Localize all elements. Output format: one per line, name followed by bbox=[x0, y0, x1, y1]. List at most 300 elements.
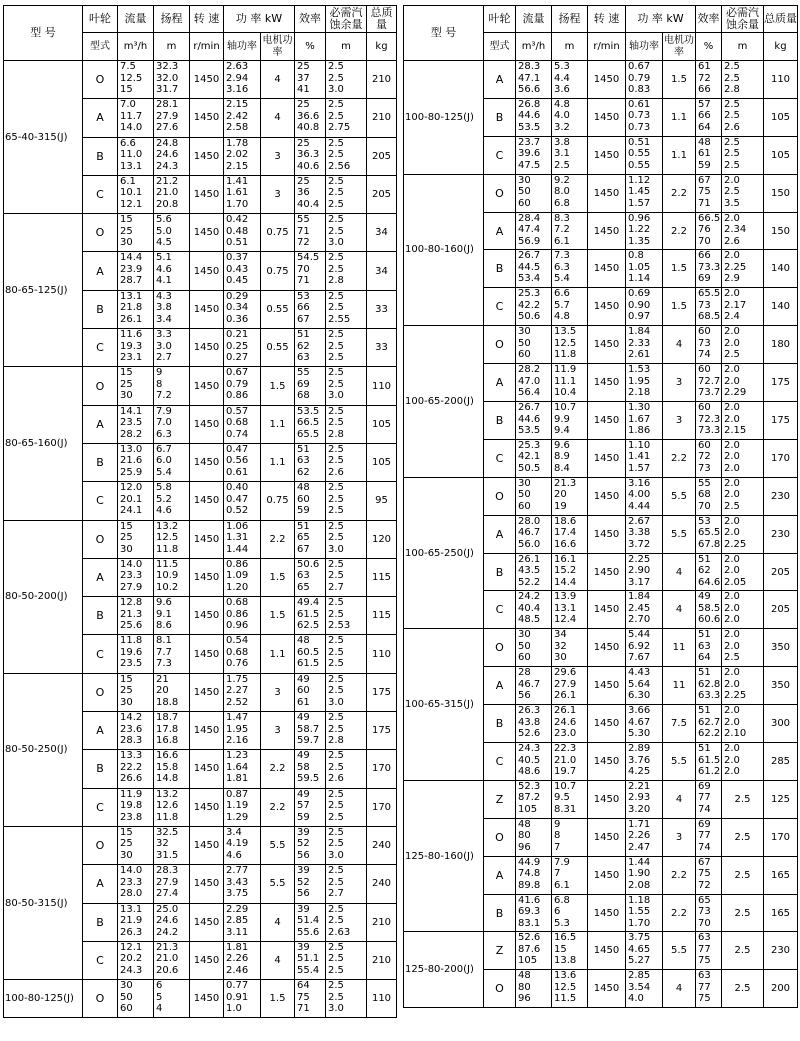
flow-cell-value: 43.5 bbox=[518, 565, 541, 577]
head-cell-value: 13.5 bbox=[554, 326, 577, 338]
efficiency-cell-value: 66 bbox=[297, 302, 310, 314]
npsh-cell-value: 2.5 bbox=[328, 558, 344, 570]
efficiency-cell-value: 71 bbox=[297, 275, 310, 287]
efficiency-cell-value: 50.6 bbox=[297, 558, 320, 570]
head-cell bbox=[154, 252, 190, 290]
npsh-cell-value: 2.0 bbox=[724, 716, 740, 728]
weight-cell: 170 bbox=[367, 788, 397, 826]
head-cell-value: 27.4 bbox=[156, 888, 179, 900]
npsh-cell: 2.5 bbox=[722, 970, 764, 1008]
head-cell bbox=[552, 288, 588, 326]
flow-cell-value: 56.6 bbox=[518, 84, 541, 95]
flow-cell-value: 80 bbox=[518, 830, 531, 842]
head-cell bbox=[552, 212, 588, 250]
impeller-type-cell: B bbox=[484, 705, 516, 743]
npsh-cell-value: 3.0 bbox=[328, 696, 344, 708]
flow-cell-value: 47.4 bbox=[518, 224, 541, 236]
flow-cell-value: 23.7 bbox=[518, 136, 541, 148]
speed-cell: 1450 bbox=[190, 520, 224, 558]
npsh-cell-value: 2.9 bbox=[724, 273, 740, 285]
head-cell-value: 5.4 bbox=[554, 273, 570, 285]
efficiency-cell-value: 74 bbox=[698, 349, 711, 361]
npsh-cell-value: 2.5 bbox=[328, 149, 344, 161]
shaft-power-cell-value: 0.47 bbox=[226, 493, 249, 505]
flow-cell-value: 50 bbox=[518, 186, 531, 198]
model-cell: 100-80-160(J) bbox=[404, 174, 484, 326]
efficiency-cell bbox=[696, 667, 722, 705]
efficiency-cell-value: 52 bbox=[297, 876, 310, 888]
npsh-cell-value: 2.7 bbox=[328, 581, 344, 593]
motor-power-cell: 4 bbox=[663, 780, 696, 818]
model-cell: 125-80-160(J) bbox=[404, 780, 484, 932]
shaft-power-cell-value: 2.42 bbox=[226, 110, 249, 122]
npsh-cell-value: 2.5 bbox=[328, 378, 344, 390]
efficiency-cell-value: 39 bbox=[297, 826, 310, 838]
shaft-power-cell bbox=[224, 980, 261, 1018]
efficiency-cell-value: 67 bbox=[698, 174, 711, 186]
head-cell bbox=[552, 250, 588, 288]
flow-cell-value: 7.0 bbox=[120, 99, 136, 111]
efficiency-cell-value: 70 bbox=[698, 917, 711, 929]
efficiency-cell-value: 73.7 bbox=[698, 387, 721, 399]
flow-cell-value: 11.8 bbox=[120, 635, 143, 647]
efficiency-cell bbox=[295, 175, 326, 213]
npsh-cell-value: 2.5 bbox=[328, 252, 344, 264]
motor-power-cell: 1.5 bbox=[663, 250, 696, 288]
head-cell-value: 19.7 bbox=[554, 766, 577, 778]
efficiency-cell-value: 67 bbox=[297, 313, 310, 325]
flow-cell-value: 25.9 bbox=[120, 466, 143, 478]
speed-cell: 1450 bbox=[588, 818, 626, 856]
weight-cell: 350 bbox=[764, 629, 798, 667]
npsh-cell-value: 2.0 bbox=[724, 413, 740, 425]
head-cell-value: 21.2 bbox=[156, 175, 179, 187]
flow-cell-value: 30 bbox=[120, 390, 133, 402]
shaft-power-cell-value: 0.55 bbox=[628, 148, 651, 160]
efficiency-cell bbox=[295, 443, 326, 481]
weight-cell: 105 bbox=[367, 443, 397, 481]
shaft-power-cell bbox=[626, 250, 663, 288]
shaft-power-cell-value: 1.14 bbox=[628, 273, 651, 285]
head-cell-value: 11.8 bbox=[156, 811, 179, 823]
head-cell-value: 8 bbox=[156, 378, 163, 390]
impeller-type-cell: B bbox=[83, 597, 118, 635]
shaft-power-cell-value: 1.30 bbox=[628, 402, 651, 414]
shaft-power-cell-value: 4.44 bbox=[628, 500, 651, 512]
shaft-power-cell-value: 2.67 bbox=[628, 515, 651, 527]
efficiency-cell-value: 61.5 bbox=[698, 754, 721, 766]
efficiency-cell bbox=[696, 553, 722, 591]
npsh-cell-value: 2.5 bbox=[328, 198, 344, 210]
npsh-cell bbox=[722, 250, 764, 288]
head-cell-value: 6.0 bbox=[156, 455, 172, 467]
flow-cell-value: 52.6 bbox=[518, 728, 541, 740]
efficiency-cell bbox=[696, 250, 722, 288]
head-cell-value: 5.1 bbox=[156, 252, 172, 264]
head-cell-value: 32 bbox=[156, 838, 169, 850]
shaft-power-cell-value: 2.02 bbox=[226, 149, 249, 161]
speed-cell: 1450 bbox=[588, 477, 626, 515]
npsh-cell-value: 2.5 bbox=[328, 658, 344, 670]
shaft-power-cell-value: 1.81 bbox=[226, 773, 249, 785]
efficiency-cell-value: 77 bbox=[698, 792, 711, 804]
header-speed: 转 速 bbox=[190, 6, 224, 33]
flow-cell-value: 24.1 bbox=[120, 505, 143, 517]
efficiency-cell-value: 41 bbox=[297, 84, 310, 95]
shaft-power-cell-value: 1.19 bbox=[226, 800, 249, 812]
head-cell-value: 20 bbox=[554, 489, 567, 501]
head-cell-value: 7.0 bbox=[156, 417, 172, 429]
npsh-cell-value: 2.0 bbox=[724, 614, 740, 626]
npsh-cell-value: 2.10 bbox=[724, 728, 747, 740]
flow-cell bbox=[516, 856, 552, 894]
shaft-power-cell-value: 1.84 bbox=[628, 591, 651, 603]
npsh-cell bbox=[326, 443, 367, 481]
table-row bbox=[4, 367, 397, 405]
efficiency-cell-value: 60 bbox=[698, 364, 711, 376]
head-cell-value: 9 bbox=[554, 818, 561, 830]
impeller-type-cell: O bbox=[83, 826, 118, 864]
flow-cell-value: 44.9 bbox=[518, 856, 541, 868]
shaft-power-cell-value: 1.53 bbox=[628, 364, 651, 376]
shaft-power-cell bbox=[224, 558, 261, 596]
efficiency-cell-value: 59 bbox=[297, 505, 310, 517]
speed-cell: 1450 bbox=[588, 174, 626, 212]
shaft-power-cell-value: 1.78 bbox=[226, 137, 249, 149]
head-cell-value: 16.6 bbox=[554, 538, 577, 550]
flow-cell-value: 28.3 bbox=[518, 61, 541, 72]
impeller-type-cell: B bbox=[484, 553, 516, 591]
table-row bbox=[4, 673, 397, 711]
head-cell-value: 5.8 bbox=[156, 482, 172, 494]
efficiency-cell bbox=[295, 903, 326, 941]
head-cell-value: 8.31 bbox=[554, 803, 577, 815]
efficiency-cell-value: 39 bbox=[297, 865, 310, 877]
efficiency-cell-value: 66.5 bbox=[297, 417, 320, 429]
head-cell-value: 6.7 bbox=[156, 443, 172, 455]
npsh-cell-value: 2.0 bbox=[724, 451, 740, 463]
shaft-power-cell bbox=[224, 99, 261, 137]
impeller-type-cell: A bbox=[83, 99, 118, 137]
shaft-power-cell bbox=[224, 61, 261, 99]
head-cell bbox=[154, 903, 190, 941]
weight-cell: 150 bbox=[764, 212, 798, 250]
motor-power-cell: 2.2 bbox=[261, 788, 295, 826]
head-cell bbox=[154, 788, 190, 826]
flow-cell-value: 50.5 bbox=[518, 462, 541, 474]
flow-cell bbox=[516, 326, 552, 364]
npsh-cell: 2.5 bbox=[722, 932, 764, 970]
motor-power-cell: 11 bbox=[663, 629, 696, 667]
efficiency-cell-value: 69 bbox=[698, 780, 711, 792]
npsh-cell-value: 2.5 bbox=[724, 652, 740, 664]
flow-cell bbox=[516, 212, 552, 250]
motor-power-cell: 5.5 bbox=[261, 865, 295, 903]
head-cell-value: 4.3 bbox=[156, 290, 172, 302]
shaft-power-cell-value: 0.57 bbox=[226, 405, 249, 417]
efficiency-cell-value: 74 bbox=[698, 803, 711, 815]
head-cell-value: 6 bbox=[156, 980, 163, 992]
efficiency-cell-value: 49 bbox=[297, 788, 310, 800]
weight-cell: 120 bbox=[367, 520, 397, 558]
efficiency-cell bbox=[295, 61, 326, 99]
flow-cell-value: 12.5 bbox=[120, 72, 143, 84]
efficiency-cell-value: 60.5 bbox=[297, 646, 320, 658]
impeller-type-cell: A bbox=[83, 865, 118, 903]
head-cell bbox=[552, 818, 588, 856]
motor-power-cell: 1.5 bbox=[261, 980, 295, 1018]
npsh-cell-value: 2.29 bbox=[724, 387, 747, 399]
shaft-power-cell bbox=[224, 865, 261, 903]
head-cell-value: 5.3 bbox=[554, 61, 570, 72]
motor-power-cell: 0.75 bbox=[261, 252, 295, 290]
shaft-power-cell-value: 6.92 bbox=[628, 640, 651, 652]
flow-cell bbox=[118, 826, 154, 864]
efficiency-cell bbox=[295, 214, 326, 252]
flow-cell-value: 26.6 bbox=[120, 773, 143, 785]
weight-cell: 200 bbox=[764, 970, 798, 1008]
npsh-cell: 2.5 bbox=[722, 856, 764, 894]
impeller-type-cell: C bbox=[83, 635, 118, 673]
flow-cell-value: 60 bbox=[518, 500, 531, 512]
table-row bbox=[404, 326, 798, 364]
npsh-cell bbox=[326, 980, 367, 1018]
npsh-cell-value: 2.0 bbox=[724, 640, 740, 652]
weight-cell: 110 bbox=[367, 980, 397, 1018]
efficiency-cell-value: 55.4 bbox=[297, 964, 320, 976]
flow-cell bbox=[118, 443, 154, 481]
head-cell-value: 5.7 bbox=[554, 299, 570, 311]
head-cell-value: 16.1 bbox=[554, 553, 577, 565]
motor-power-cell: 1.5 bbox=[261, 597, 295, 635]
shaft-power-cell-value: 1.12 bbox=[628, 174, 651, 186]
motor-power-cell: 5.5 bbox=[663, 515, 696, 553]
shaft-power-cell-value: 0.43 bbox=[226, 263, 249, 275]
npsh-cell bbox=[326, 329, 367, 367]
npsh-cell bbox=[326, 290, 367, 328]
head-cell-value: 13.6 bbox=[554, 970, 577, 982]
table-row bbox=[4, 214, 397, 252]
npsh-cell-value: 3.5 bbox=[724, 197, 740, 209]
shaft-power-cell-value: 0.36 bbox=[226, 313, 249, 325]
speed-cell: 1450 bbox=[190, 941, 224, 979]
table-body-left bbox=[4, 61, 397, 1018]
efficiency-cell-value: 61.5 bbox=[297, 608, 320, 620]
npsh-cell bbox=[326, 865, 367, 903]
shaft-power-cell-value: 0.83 bbox=[628, 84, 651, 95]
head-cell-value: 13.9 bbox=[554, 591, 577, 603]
speed-cell: 1450 bbox=[190, 252, 224, 290]
efficiency-cell-value: 25 bbox=[297, 137, 310, 149]
npsh-cell bbox=[722, 553, 764, 591]
npsh-cell-value: 2.5 bbox=[328, 175, 344, 187]
efficiency-cell-value: 68.5 bbox=[698, 311, 721, 323]
shaft-power-cell-value: 0.68 bbox=[226, 646, 249, 658]
npsh-cell-value: 2.5 bbox=[724, 159, 740, 171]
efficiency-cell-value: 67 bbox=[297, 543, 310, 555]
speed-cell: 1450 bbox=[588, 705, 626, 743]
impeller-type-cell: B bbox=[484, 894, 516, 932]
efficiency-cell-value: 58.5 bbox=[698, 602, 721, 614]
speed-cell: 1450 bbox=[588, 932, 626, 970]
flow-cell-value: 30 bbox=[120, 849, 133, 861]
efficiency-cell-value: 61 bbox=[698, 61, 711, 72]
efficiency-cell bbox=[696, 780, 722, 818]
shaft-power-cell bbox=[626, 402, 663, 440]
flow-cell-value: 42.1 bbox=[518, 451, 541, 463]
npsh-cell-value: 2.0 bbox=[724, 489, 740, 501]
efficiency-cell-value: 63 bbox=[297, 352, 310, 364]
shaft-power-cell bbox=[626, 705, 663, 743]
npsh-cell-value: 2.6 bbox=[328, 773, 344, 785]
flow-cell bbox=[118, 941, 154, 979]
flow-cell bbox=[516, 932, 552, 970]
motor-power-cell: 3 bbox=[663, 364, 696, 402]
shaft-power-cell bbox=[224, 443, 261, 481]
shaft-power-cell-value: 2.94 bbox=[226, 72, 249, 84]
flow-cell-value: 24.3 bbox=[518, 743, 541, 755]
shaft-power-cell-value: 2.90 bbox=[628, 565, 651, 577]
shaft-power-cell bbox=[224, 405, 261, 443]
flow-cell-value: 47.1 bbox=[518, 72, 541, 84]
flow-cell-value: 15 bbox=[120, 520, 133, 532]
shaft-power-cell-value: 2.08 bbox=[628, 879, 651, 891]
efficiency-cell-value: 55.6 bbox=[297, 926, 320, 938]
flow-cell-value: 53.4 bbox=[518, 273, 541, 285]
shaft-power-cell-value: 3.4 bbox=[226, 826, 242, 838]
efficiency-cell bbox=[696, 98, 722, 136]
shaft-power-cell-value: 0.68 bbox=[226, 417, 249, 429]
impeller-type-cell: B bbox=[83, 290, 118, 328]
motor-power-cell: 1.1 bbox=[261, 443, 295, 481]
motor-power-cell: 0.75 bbox=[261, 214, 295, 252]
shaft-power-cell-value: 0.91 bbox=[226, 991, 249, 1003]
shaft-power-cell-value: 0.96 bbox=[628, 212, 651, 224]
shaft-power-cell-value: 2.26 bbox=[226, 953, 249, 965]
shaft-power-cell-value: 0.61 bbox=[628, 98, 651, 110]
efficiency-cell-value: 51 bbox=[698, 629, 711, 641]
table-row bbox=[4, 520, 397, 558]
efficiency-cell-value: 75 bbox=[698, 186, 711, 198]
head-cell-value: 8.0 bbox=[554, 186, 570, 198]
flow-cell bbox=[118, 137, 154, 175]
flow-cell-value: 46.7 bbox=[518, 678, 541, 690]
flow-cell-value: 12.1 bbox=[120, 198, 143, 210]
shaft-power-cell-value: 1.57 bbox=[628, 197, 651, 209]
npsh-cell-value: 2.5 bbox=[328, 329, 344, 341]
flow-cell-value: 53.5 bbox=[518, 425, 541, 437]
model-cell: 80-50-315(J) bbox=[4, 826, 83, 979]
header-shaft-power: 轴功率 bbox=[626, 33, 663, 61]
flow-cell-value: 19.6 bbox=[120, 646, 143, 658]
header-power: 功 率 kW bbox=[224, 6, 295, 33]
head-cell bbox=[552, 705, 588, 743]
npsh-cell-value: 2.5 bbox=[328, 340, 344, 352]
head-cell-value: 8.6 bbox=[156, 620, 172, 632]
shaft-power-cell-value: 1.75 bbox=[226, 673, 249, 685]
npsh-cell bbox=[326, 520, 367, 558]
header-npsh-unit: m bbox=[722, 33, 764, 61]
weight-cell: 230 bbox=[764, 515, 798, 553]
npsh-cell-value: 2.0 bbox=[724, 678, 740, 690]
npsh-cell-value: 2.0 bbox=[724, 705, 740, 717]
npsh-cell-value: 2.34 bbox=[724, 224, 747, 236]
header-weight-unit: kg bbox=[764, 33, 798, 61]
head-cell-value: 5.2 bbox=[156, 493, 172, 505]
flow-cell-value: 15 bbox=[120, 673, 133, 685]
model-cell: 100-65-315(J) bbox=[404, 629, 484, 781]
head-cell bbox=[552, 667, 588, 705]
motor-power-cell: 11 bbox=[663, 667, 696, 705]
npsh-cell-value: 2.5 bbox=[328, 367, 344, 379]
shaft-power-cell-value: 1.18 bbox=[628, 894, 651, 906]
npsh-cell-value: 2.5 bbox=[328, 788, 344, 800]
head-cell bbox=[154, 405, 190, 443]
efficiency-cell-value: 60 bbox=[698, 402, 711, 414]
npsh-cell bbox=[722, 326, 764, 364]
npsh-cell-value: 2.8 bbox=[724, 84, 740, 95]
efficiency-cell-value: 51 bbox=[297, 443, 310, 455]
shaft-power-cell-value: 2.15 bbox=[226, 160, 249, 172]
header-flow: 流量 bbox=[516, 6, 552, 33]
shaft-power-cell-value: 2.52 bbox=[226, 696, 249, 708]
npsh-cell-value: 2.5 bbox=[328, 903, 344, 915]
npsh-cell-value: 2.5 bbox=[328, 263, 344, 275]
npsh-cell-value: 2.0 bbox=[724, 515, 740, 527]
shaft-power-cell-value: 0.34 bbox=[226, 302, 249, 314]
impeller-type-cell: B bbox=[83, 903, 118, 941]
shaft-power-cell-value: 0.87 bbox=[226, 788, 249, 800]
efficiency-cell-value: 48 bbox=[297, 482, 310, 494]
efficiency-cell-value: 60.6 bbox=[698, 614, 721, 626]
efficiency-cell-value: 53.5 bbox=[297, 405, 320, 417]
head-cell bbox=[154, 367, 190, 405]
shaft-power-cell-value: 0.77 bbox=[226, 980, 249, 992]
flow-cell-value: 52.2 bbox=[518, 576, 541, 588]
head-cell-value: 15 bbox=[554, 943, 567, 955]
impeller-type-cell: A bbox=[83, 252, 118, 290]
npsh-cell bbox=[722, 136, 764, 174]
npsh-cell-value: 2.5 bbox=[328, 61, 344, 72]
flow-cell-value: 26.8 bbox=[518, 98, 541, 110]
motor-power-cell: 1.1 bbox=[261, 405, 295, 443]
model-cell: 100-65-200(J) bbox=[404, 326, 484, 478]
impeller-type-cell: O bbox=[484, 477, 516, 515]
weight-cell: 210 bbox=[367, 99, 397, 137]
flow-cell-value: 48 bbox=[518, 970, 531, 982]
head-cell-value: 15.8 bbox=[156, 761, 179, 773]
efficiency-cell-value: 62.7 bbox=[698, 716, 721, 728]
speed-cell: 1450 bbox=[190, 290, 224, 328]
npsh-cell-value: 2.5 bbox=[328, 505, 344, 517]
npsh-cell-value: 2.5 bbox=[328, 597, 344, 609]
shaft-power-cell-value: 2.77 bbox=[226, 865, 249, 877]
npsh-cell-value: 2.15 bbox=[724, 425, 747, 437]
flow-cell-value: 52.6 bbox=[518, 932, 541, 944]
efficiency-cell-value: 73 bbox=[698, 337, 711, 349]
head-cell-value: 7.2 bbox=[156, 390, 172, 402]
flow-cell-value: 11.9 bbox=[120, 788, 143, 800]
impeller-type-cell: A bbox=[484, 212, 516, 250]
head-cell-value: 4.6 bbox=[156, 505, 172, 517]
head-cell bbox=[154, 980, 190, 1018]
flow-cell-value: 44.6 bbox=[518, 413, 541, 425]
npsh-cell-value: 2.5 bbox=[328, 826, 344, 838]
head-cell-value: 27.9 bbox=[554, 678, 577, 690]
flow-cell-value: 20.2 bbox=[120, 953, 143, 965]
motor-power-cell: 3 bbox=[663, 402, 696, 440]
speed-cell: 1450 bbox=[190, 443, 224, 481]
